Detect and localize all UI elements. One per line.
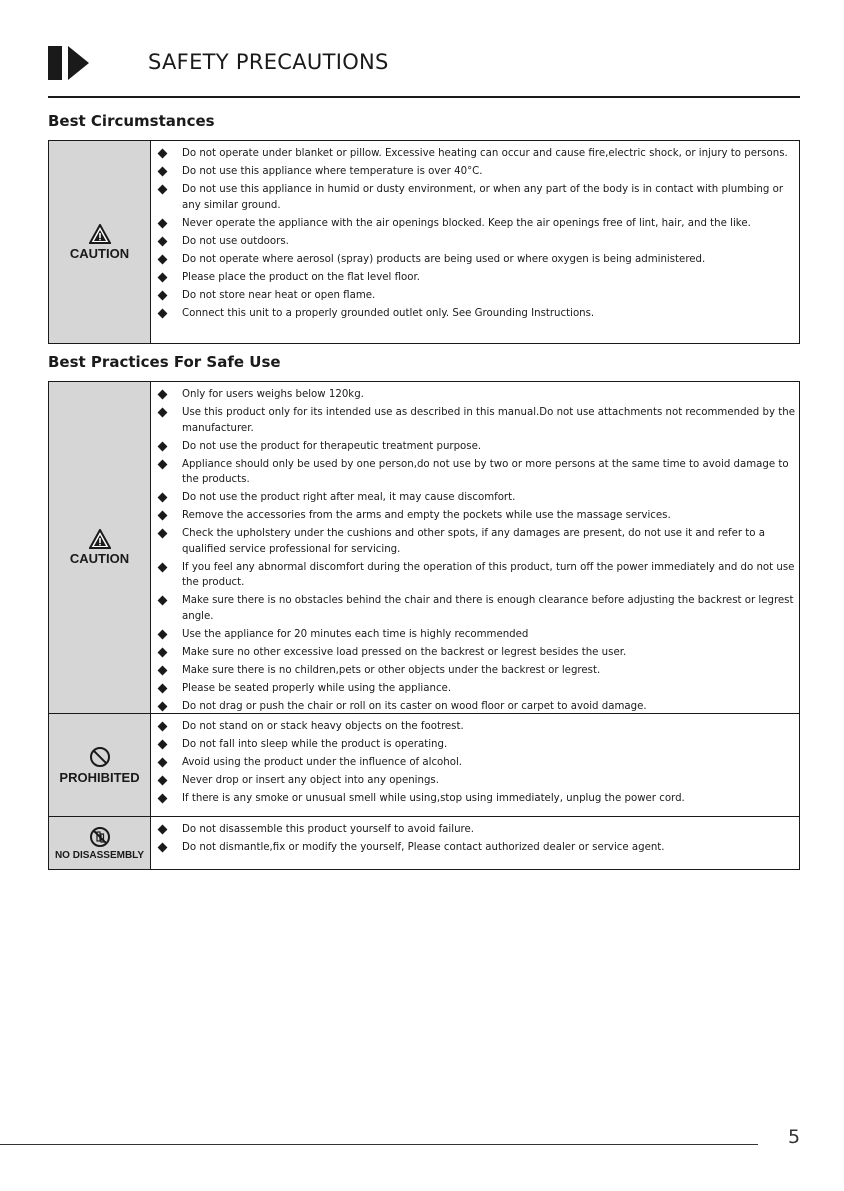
caution-label: CAUTION (69, 245, 130, 261)
list-item: Make sure there is no children,pets or other objects under the backrest or legrest. (159, 663, 795, 679)
list-item: If you feel any abnormal discomfort during the operation of this product, turn off the power immediately and do not use the product. (159, 560, 795, 591)
diamond-bullet-icon (158, 167, 168, 177)
diamond-bullet-icon (158, 629, 168, 639)
warning-triangle-icon (89, 529, 111, 549)
diamond-bullet-icon (158, 254, 168, 264)
list-item: Do not disassemble this product yourself to avoid failure. (159, 822, 795, 838)
list-item: Only for users weighs below 120kg. (159, 387, 795, 403)
list-item: Connect this unit to a properly grounded outlet only. See Grounding Instructions. (159, 306, 795, 322)
diamond-bullet-icon (158, 529, 168, 539)
page-title: SAFETY PRECAUTIONS (148, 50, 389, 74)
diamond-bullet-icon (158, 390, 168, 400)
diamond-bullet-icon (158, 701, 168, 711)
best-practices-table (48, 381, 800, 870)
no-disassembly-row (49, 816, 799, 869)
list-item: Do not stand on or stack heavy objects on the footrest. (159, 719, 795, 735)
diamond-bullet-icon (158, 794, 168, 804)
list-item: Do not use the product right after meal, it may cause discomfort. (159, 490, 795, 506)
diamond-bullet-icon (158, 185, 168, 195)
diamond-bullet-icon (158, 308, 168, 318)
list-item: Never drop or insert any object into any openings. (159, 773, 795, 789)
prohibited-icon (89, 746, 111, 768)
list-item: Do not drag or push the chair or roll on its caster on wood floor or carpet to avoid damage. (159, 699, 795, 715)
warning-triangle-icon (89, 224, 111, 244)
list-item: Do not fall into sleep while the product is operating. (159, 737, 795, 753)
diamond-bullet-icon (158, 290, 168, 300)
list-item: Make sure there is no obstacles behind the chair and there is enough clearance before adjusting the backrest or legrest angle. (159, 593, 795, 624)
caution-label: CAUTION (69, 551, 130, 566)
footer-divider (0, 1144, 758, 1145)
caution-row (49, 141, 799, 343)
list-item: Remove the accessories from the arms and empty the pockets while use the massage services. (159, 508, 795, 524)
diamond-bullet-icon (158, 776, 168, 786)
diamond-bullet-icon (158, 665, 168, 675)
diamond-bullet-icon (158, 647, 168, 657)
page-header (48, 44, 800, 98)
list-item: Use the appliance for 20 minutes each time is highly recommended (159, 627, 795, 643)
prohibited-row (49, 713, 799, 816)
section-title-best-circumstances: Best Circumstances (48, 112, 215, 130)
caution-label-cell (49, 141, 151, 343)
diamond-bullet-icon (158, 511, 168, 521)
prohibited-label-cell (49, 714, 151, 816)
diamond-bullet-icon (158, 408, 168, 418)
list-item: Never operate the appliance with the air openings blocked. Keep the air openings free of lint, hair, and the like. (159, 216, 795, 232)
diamond-bullet-icon (158, 149, 168, 159)
list-item: Check the upholstery under the cushions and other spots, if any damages are present, do not use it and refer to a qualified service professional for servicing. (159, 526, 795, 557)
diamond-bullet-icon (158, 683, 168, 693)
no-disassembly-list (151, 817, 799, 869)
list-item: Do not use outdoors. (159, 234, 795, 250)
caution-label-cell (49, 382, 151, 713)
diamond-bullet-icon (158, 493, 168, 503)
list-item: Do not operate where aerosol (spray) products are being used or where oxygen is being administered. (159, 252, 795, 268)
list-item: Make sure no other excessive load pressed on the backrest or legrest besides the user. (159, 645, 795, 661)
diamond-bullet-icon (158, 596, 168, 606)
list-item: Do not store near heat or open flame. (159, 288, 795, 304)
no-disassembly-icon (89, 826, 111, 848)
caution-list (151, 141, 799, 343)
list-item: Appliance should only be used by one person,do not use by two or more persons at the same time to avoid damage to the products. (159, 457, 795, 488)
list-item: Use this product only for its intended use as described in this manual.Do not use attachments not recommended by the manufacturer. (159, 405, 795, 436)
diamond-bullet-icon (158, 441, 168, 451)
caution-list (151, 382, 799, 713)
best-circumstances-table (48, 140, 800, 344)
list-item: If there is any smoke or unusual smell while using,stop using immediately, unplug the power cord. (159, 791, 795, 807)
section-title-best-practices: Best Practices For Safe Use (48, 353, 281, 371)
diamond-bullet-icon (158, 825, 168, 835)
no-disassembly-label-cell (49, 817, 151, 869)
diamond-bullet-icon (158, 722, 168, 732)
prohibited-label: PROHIBITED (59, 769, 140, 785)
header-divider (48, 96, 800, 98)
list-item: Do not operate under blanket or pillow. Excessive heating can occur and cause fire,electric shock, or injury to persons. (159, 146, 795, 162)
header-bar-icon (48, 46, 62, 80)
diamond-bullet-icon (158, 218, 168, 228)
list-item: Do not use the product for therapeutic treatment purpose. (159, 439, 795, 455)
list-item: Avoid using the product under the influence of alcohol. (159, 755, 795, 771)
diamond-bullet-icon (158, 459, 168, 469)
page-number: 5 (788, 1126, 801, 1148)
list-item: Do not use this appliance where temperature is over 40°C. (159, 164, 795, 180)
list-item: Please be seated properly while using the appliance. (159, 681, 795, 697)
prohibited-list (151, 714, 799, 816)
list-item: Do not use this appliance in humid or dusty environment, or when any part of the body is in contact with plumbing or any similar ground. (159, 182, 795, 213)
header-arrow-icon (68, 46, 89, 80)
caution-row (49, 382, 799, 713)
list-item: Do not dismantle,fix or modify the yourself, Please contact authorized dealer or service agent. (159, 840, 795, 856)
diamond-bullet-icon (158, 562, 168, 572)
list-item: Please place the product on the flat level floor. (159, 270, 795, 286)
diamond-bullet-icon (158, 740, 168, 750)
diamond-bullet-icon (158, 272, 168, 282)
no-disassembly-label: NO DISASSEMBLY (54, 849, 145, 861)
diamond-bullet-icon (158, 758, 168, 768)
diamond-bullet-icon (158, 236, 168, 246)
diamond-bullet-icon (158, 843, 168, 853)
